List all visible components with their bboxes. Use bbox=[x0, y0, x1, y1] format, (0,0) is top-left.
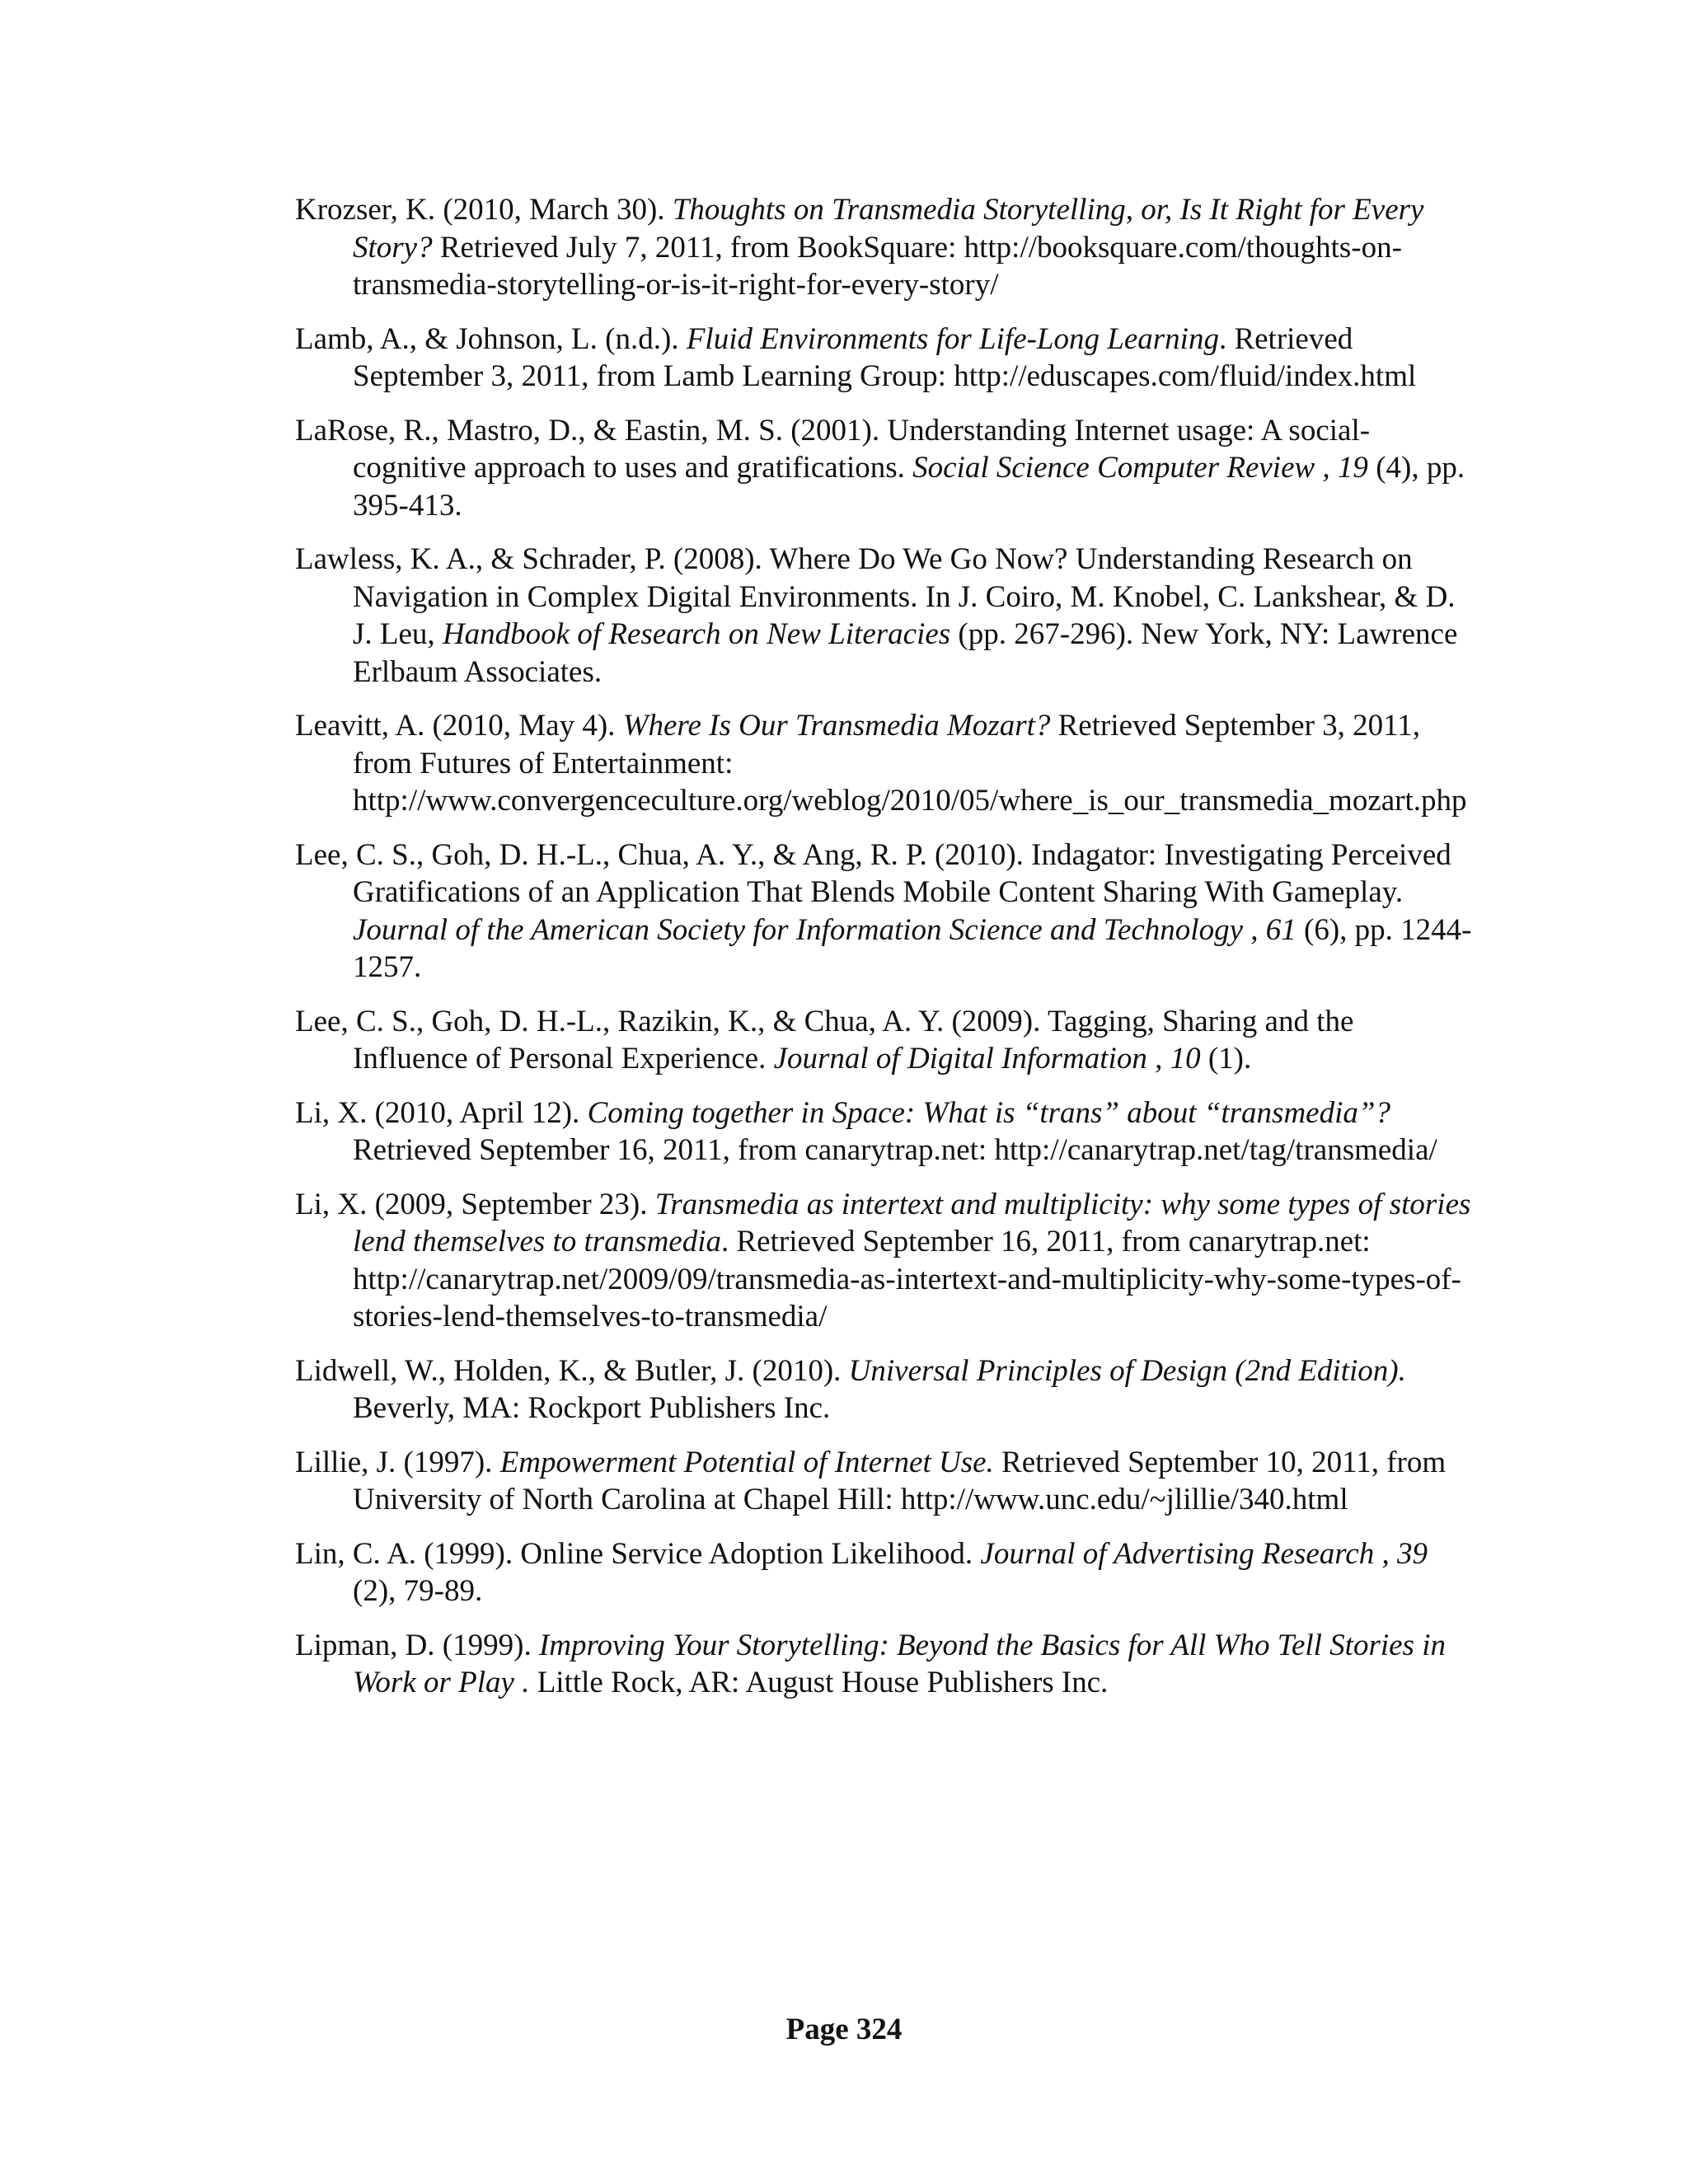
reference-title: Where Is Our Transmedia Mozart? bbox=[622, 709, 1051, 743]
reference-entry bbox=[295, 1186, 1474, 1336]
reference-entry bbox=[295, 1535, 1474, 1610]
reference-title: Journal of the American Society for Information Science and Technology , 61 bbox=[353, 912, 1296, 947]
reference-entry bbox=[295, 541, 1474, 691]
reference-authors-date: Lin, C. A. (1999). Online Service Adoption Likelihood. bbox=[295, 1536, 981, 1571]
reference-entry bbox=[295, 412, 1474, 525]
reference-source: (pp. 267-296). New York, NY: Lawrence Erlbaum Associates. bbox=[353, 617, 1458, 689]
page-number: Page 324 bbox=[785, 2013, 903, 2046]
reference-entry bbox=[295, 1444, 1474, 1519]
reference-source: . Retrieved September 16, 2011, from canarytrap.net: http://canarytrap.net/2009/09/transmedia-as-intertext-and-multiplicity-why-some-types-of-stories-lend-themselves-to-transmedia/ bbox=[353, 1225, 1461, 1333]
reference-source: Beverly, MA: Rockport Publishers Inc. bbox=[353, 1391, 831, 1425]
reference-list bbox=[295, 191, 1474, 1718]
reference-authors-date: Krozser, K. (2010, March 30). bbox=[295, 193, 673, 227]
reference-title: Journal of Advertising Research , 39 bbox=[980, 1536, 1428, 1571]
reference-source: Retrieved September 3, 2011, from Futures of Entertainment: http://www.convergenceculture.org/weblog/2010/05/where_is_our_transmedia_mozart.php bbox=[353, 709, 1467, 818]
reference-entry bbox=[295, 1627, 1474, 1702]
reference-authors-date: Lee, C. S., Goh, D. H.-L., Chua, A. Y., & Ang, R. P. (2010). Indagator: Investigating Perceived Gratifications of an Application That Blends Mobile Content Sharing With Gameplay. bbox=[295, 837, 1451, 909]
reference-authors-date: Lee, C. S., Goh, D. H.-L., Razikin, K., & Chua, A. Y. (2009). Tagging, Sharing and the Influence of Personal Experience. bbox=[295, 1004, 1354, 1076]
reference-source: (2), 79-89. bbox=[353, 1574, 483, 1608]
reference-title: Social Science Computer Review , 19 bbox=[912, 451, 1368, 485]
reference-title: Journal of Digital Information , 10 bbox=[773, 1042, 1201, 1076]
reference-entry bbox=[295, 321, 1474, 396]
reference-authors-date: Lamb, A., & Johnson, L. (n.d.). bbox=[295, 321, 687, 356]
reference-entry bbox=[295, 837, 1474, 987]
reference-source: Little Rock, AR: August House Publishers Inc. bbox=[529, 1666, 1109, 1699]
reference-title: Handbook of Research on New Literacies bbox=[442, 617, 951, 651]
reference-source: . Retrieved September 3, 2011, from Lamb Learning Group: http://eduscapes.com/fluid/index.html bbox=[353, 321, 1417, 393]
reference-title: Universal Principles of Design (2nd Edition). bbox=[848, 1353, 1406, 1388]
reference-title: Fluid Environments for Life-Long Learning bbox=[686, 321, 1219, 356]
reference-title: Improving Your Storytelling: Beyond the Basics for All Who Tell Stories in Work or Play . bbox=[353, 1628, 1446, 1699]
reference-authors-date: Li, X. (2010, April 12). bbox=[295, 1095, 588, 1130]
reference-entry bbox=[295, 1003, 1474, 1078]
reference-authors-date: Lawless, K. A., & Schrader, P. (2008). Where Do We Go Now? Understanding Research on Navigation in Complex Digital Environments. In J. Coiro, M. Knobel, C. Lankshear, & D. J. Leu, bbox=[295, 542, 1456, 651]
reference-authors-date: LaRose, R., Mastro, D., & Eastin, M. S. (2001). Understanding Internet usage: A social-cognitive approach to uses and gratifications. bbox=[295, 413, 1371, 485]
reference-entry bbox=[295, 191, 1474, 304]
reference-source: (1). bbox=[1200, 1042, 1252, 1076]
reference-source: Retrieved September 10, 2011, from University of North Carolina at Chapel Hill: http://www.unc.edu/~jlillie/340.html bbox=[353, 1445, 1447, 1516]
reference-authors-date: Li, X. (2009, September 23). bbox=[295, 1187, 655, 1221]
reference-authors-date: Lidwell, W., Holden, K., & Butler, J. (2010). bbox=[295, 1353, 849, 1388]
reference-authors-date: Lipman, D. (1999). bbox=[295, 1628, 539, 1662]
reference-entry bbox=[295, 1094, 1474, 1169]
reference-source: (4), pp. 395-413. bbox=[353, 451, 1465, 523]
reference-title: Coming together in Space: What is “trans” about “transmedia”? bbox=[587, 1095, 1390, 1130]
reference-title: Empowerment Potential of Internet Use. bbox=[499, 1445, 994, 1479]
reference-source: (6), pp. 1244-1257. bbox=[353, 912, 1472, 984]
reference-source: Retrieved September 16, 2011, from canarytrap.net: http://canarytrap.net/tag/transmedia/ bbox=[353, 1133, 1437, 1167]
reference-title: Transmedia as intertext and multiplicity: why some types of stories lend themselves to transmedia bbox=[353, 1187, 1471, 1258]
reference-authors-date: Leavitt, A. (2010, May 4). bbox=[295, 709, 623, 743]
reference-source: Retrieved July 7, 2011, from BookSquare: http://booksquare.com/thoughts-on-transmedia-storytelling-or-is-it-right-for-every-story/ bbox=[353, 230, 1402, 302]
reference-authors-date: Lillie, J. (1997). bbox=[295, 1445, 500, 1479]
reference-entry bbox=[295, 707, 1474, 820]
reference-title: Thoughts on Transmedia Storytelling, or, Is It Right for Every Story? bbox=[353, 193, 1424, 265]
reference-entry bbox=[295, 1352, 1474, 1427]
